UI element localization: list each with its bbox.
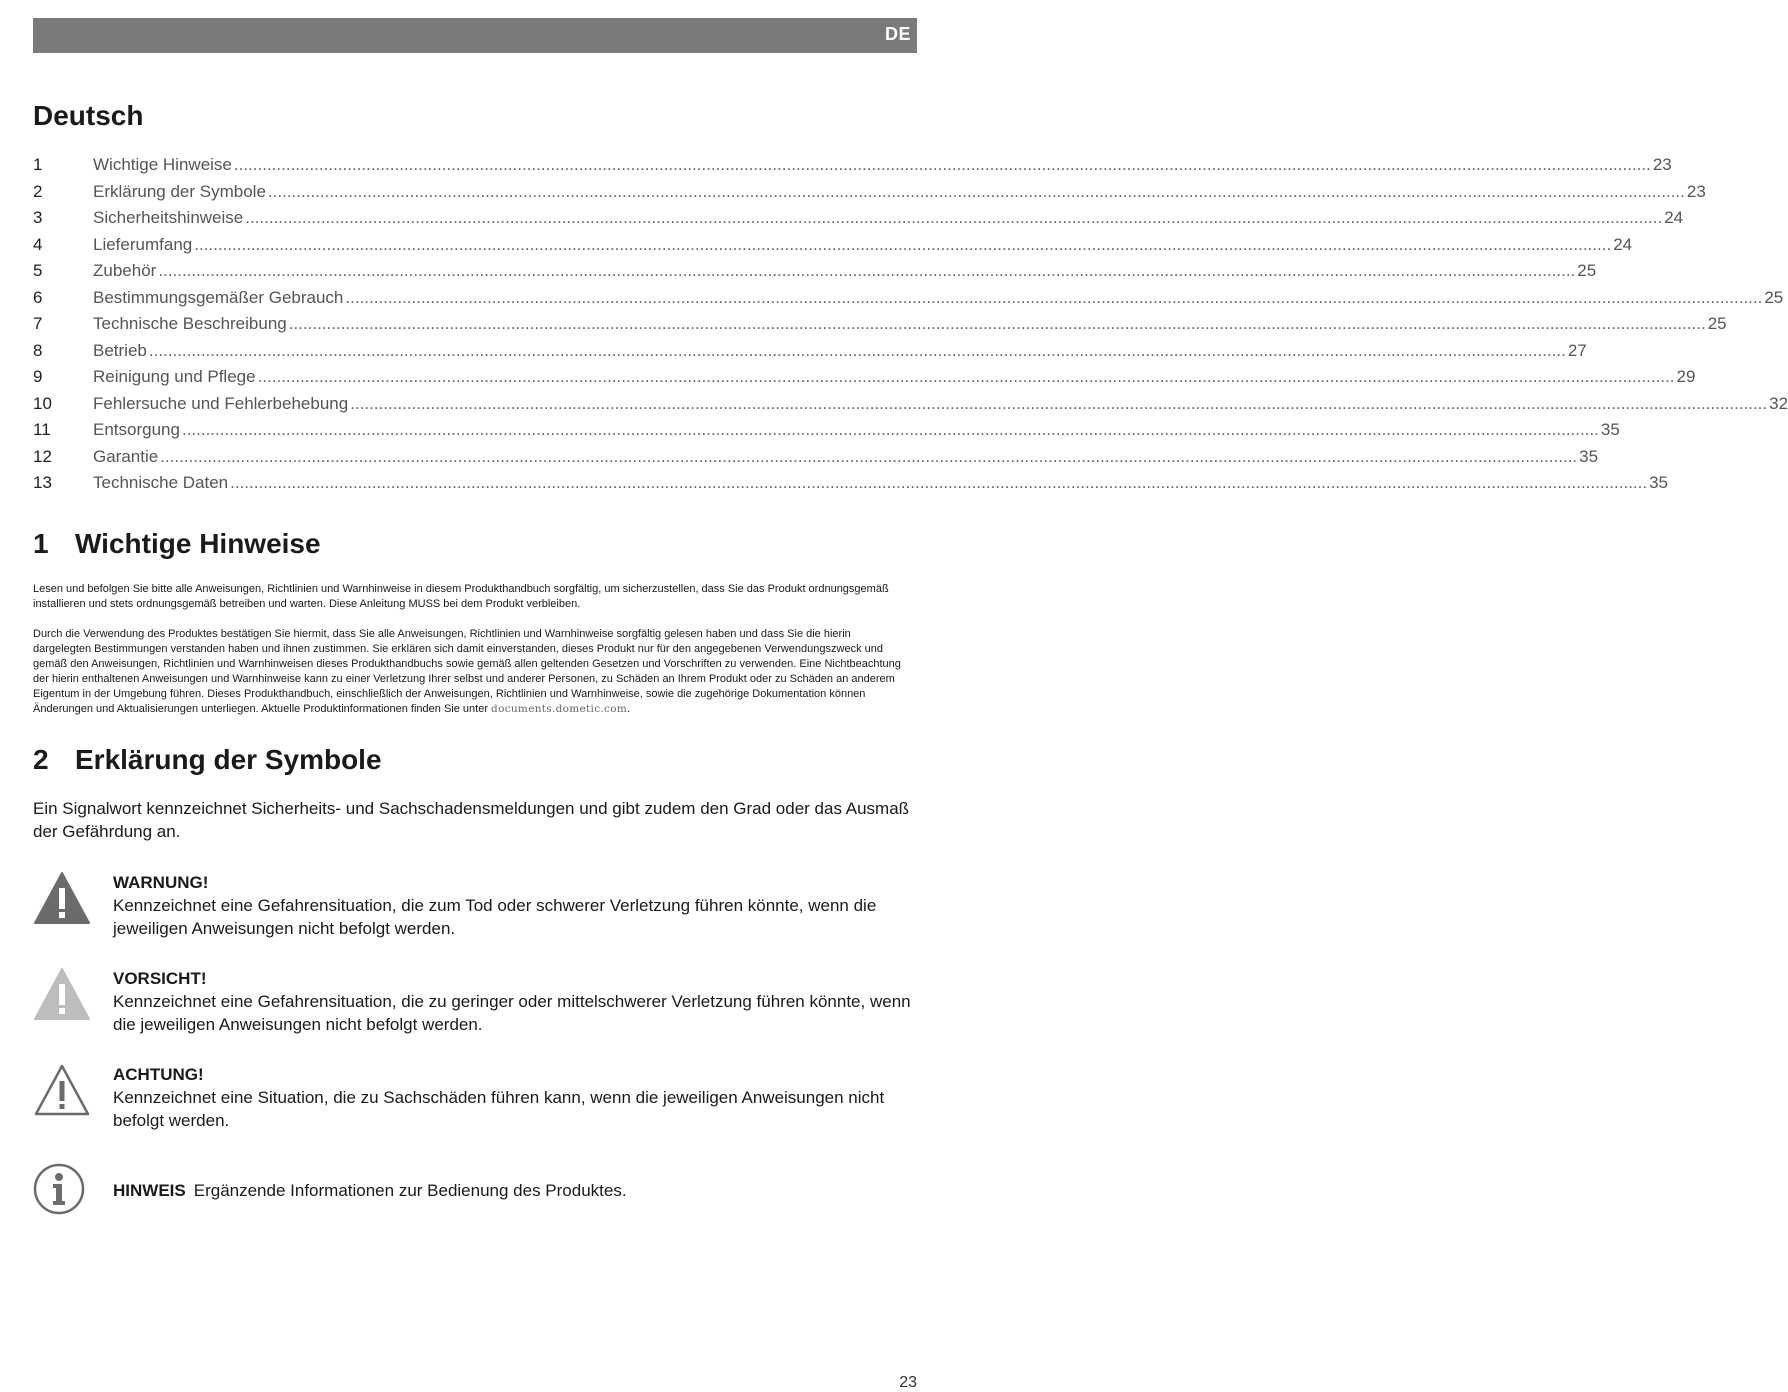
signal-word-intro: Ein Signalwort kennzeichnet Sicherheits- und Sachschadensmeldungen und gibt zudem den Grad oder das Ausmaß der Gefährdung an. [33, 799, 910, 841]
toc-entry[interactable] [33, 208, 1684, 235]
toc-entry-number: 12 [33, 446, 52, 466]
documents-link[interactable]: documents.dometic.com [491, 703, 628, 715]
warning-description: Kennzeichnet eine Gefahrensituation, die zum Tod oder schwerer Verletzung führen könnte, wenn die jeweiligen Anweisungen nicht befolgt werden. [113, 896, 877, 938]
caution-triangle-icon [33, 967, 91, 1021]
toc-leader-dots: ............................................................................................................................................................................................................................................................................................................ [350, 393, 1768, 413]
toc-entry[interactable] [33, 314, 1727, 341]
toc-leader-dots: ............................................................................................................................................................................................................................................................................................................ [230, 473, 1648, 492]
toc-entry-number: 6 [33, 287, 43, 307]
toc-entry-page: 25 [1707, 314, 1727, 333]
toc-entry-page: 24 [1613, 234, 1633, 254]
toc-entry[interactable] [33, 367, 1696, 394]
toc-entry-page: 29 [1676, 367, 1696, 386]
warning-signal-word: WARNUNG! [113, 873, 209, 892]
language-title: Deutsch [33, 100, 144, 131]
toc-entry[interactable] [33, 261, 1597, 288]
toc-entry-title: Zubehör [93, 261, 157, 280]
toc-entry-page: 25 [1764, 287, 1784, 307]
toc-entry-title: Erklärung der Symbole [93, 181, 266, 201]
notice-signal-word: ACHTUNG! [113, 1065, 204, 1084]
toc-entry-page: 35 [1649, 473, 1669, 492]
info-icon [33, 1163, 91, 1217]
link-suffix: . [627, 703, 631, 715]
toc-leader-dots: ............................................................................................................................................................................................................................................................................................................ [245, 208, 1663, 227]
toc-entry[interactable] [33, 473, 1669, 500]
toc-entry-title: Sicherheitshinweise [93, 208, 244, 227]
toc-entry[interactable] [33, 393, 1788, 421]
toc-entry-page: 24 [1664, 208, 1684, 227]
toc-leader-dots: ............................................................................................................................................................................................................................................................................................................ [148, 340, 1566, 360]
toc-entry-number: 7 [33, 314, 43, 333]
toc-entry[interactable] [33, 287, 1784, 315]
toc-leader-dots: ............................................................................................................................................................................................................................................................................................................ [160, 446, 1578, 466]
toc-entry-title: Entsorgung [93, 420, 180, 439]
table-of-contents [33, 155, 1788, 500]
toc-entry-title: Lieferumfang [93, 234, 193, 254]
toc-entry-number: 9 [33, 367, 43, 386]
section-title: Erklärung der Symbole [75, 744, 382, 775]
toc-entry-number: 13 [33, 473, 52, 492]
toc-entry-number: 5 [33, 261, 43, 280]
notice-block [33, 1063, 918, 1132]
toc-entry-title: Betrieb [93, 340, 147, 360]
header-bar [33, 18, 917, 53]
hint-block [33, 1163, 918, 1217]
section-title: Wichtige Hinweise [75, 528, 321, 559]
caution-block [33, 967, 918, 1036]
toc-leader-dots: ............................................................................................................................................................................................................................................................................................................ [257, 367, 1675, 386]
toc-entry-page: 25 [1577, 261, 1597, 280]
toc-entry-title: Bestimmungsgemäßer Gebrauch [93, 287, 344, 307]
toc-entry-number: 10 [33, 393, 52, 413]
section-1-heading [33, 528, 321, 560]
toc-leader-dots: ............................................................................................................................................................................................................................................................................................................ [181, 420, 1599, 439]
toc-leader-dots: ............................................................................................................................................................................................................................................................................................................ [158, 261, 1576, 280]
toc-entry-page: 23 [1652, 155, 1672, 174]
toc-entry-title: Fehlersuche und Fehlerbehebung [93, 393, 349, 413]
toc-entry-number: 2 [33, 181, 43, 201]
notice-triangle-icon [33, 1063, 91, 1117]
toc-entry-title: Technische Daten [93, 473, 229, 492]
paragraph-terms-text: Durch die Verwendung des Produktes bestätigen Sie hiermit, dass Sie alle Anweisungen, Richtlinien und Warnhinweise sorgfältig gelesen haben und dass Sie die hierin dargelegten Bestimmungen verstanden haben und ihnen zustimmen. Sie erklären sich damit einverstanden, dieses Produkt nur für den angegebenen Verwendungszweck und gemäß den Anweisungen, Richtlinien und Warnhinweisen dieses Produkthandbuchs sowie gemäß allen geltenden Gesetzen und Vorschriften zu verwenden. Eine Nichtbeachtung der hierin enthaltenen Anweisungen und Warnhinweise kann zu einer Verletzung Ihrer selbst und anderer Personen, zu Schäden an Ihrem Produkt oder zu Schäden an anderem Eigentum in der Umgebung führen. Dieses Produkthandbuch, einschließlich der Anweisungen, Richtlinien und Warnhinweise, sowie die zugehörige Dokumentation können Änderungen und Aktualisierungen unterliegen. Aktuelle Produktinformationen finden Sie unter [33, 628, 901, 715]
caution-description: Kennzeichnet eine Gefahrensituation, die zu geringer oder mittelschwerer Verletzung führen könnte, wenn die jeweiligen Anweisungen nicht befolgt werden. [113, 992, 911, 1034]
toc-entry-title: Reinigung und Pflege [93, 367, 256, 386]
toc-entry-page: 32 [1769, 393, 1788, 413]
caution-signal-word: VORSICHT! [113, 969, 207, 988]
toc-entry[interactable] [33, 340, 1587, 368]
warning-block [33, 871, 918, 940]
toc-entry-number: 8 [33, 340, 43, 360]
toc-entry-page: 23 [1686, 181, 1706, 201]
toc-entry-number: 4 [33, 234, 43, 254]
toc-entry-number: 3 [33, 208, 43, 227]
language-code: DE [884, 24, 911, 44]
toc-leader-dots: ............................................................................................................................................................................................................................................................................................................ [345, 287, 1763, 307]
toc-entry-page: 35 [1600, 420, 1620, 439]
hint-description: Ergänzende Informationen zur Bedienung des Produktes. [193, 1180, 627, 1200]
section-number: 1 [33, 528, 49, 559]
toc-entry[interactable] [33, 446, 1599, 474]
toc-entry-title: Garantie [93, 446, 159, 466]
toc-entry-title: Technische Beschreibung [93, 314, 287, 333]
toc-entry-number: 1 [33, 155, 43, 174]
toc-entry[interactable] [33, 155, 1672, 182]
section-number: 2 [33, 744, 49, 775]
paragraph-intro: Lesen und befolgen Sie bitte alle Anweisungen, Richtlinien und Warnhinweise in diesem Produkthandbuch sorgfältig, um sicherzustellen, dass Sie das Produkt ordnungsgemäß installieren und stets ordnungsgemäß betreiben und warten. Diese Anleitung MUSS bei dem Produkt verbleiben. [33, 583, 889, 610]
toc-entry[interactable] [33, 420, 1620, 447]
paragraph-terms [33, 627, 903, 717]
notice-description: Kennzeichnet eine Situation, die zu Sachschäden führen kann, wenn die jeweiligen Anweisungen nicht befolgt werden. [113, 1088, 885, 1130]
page-number: 23 [899, 1374, 917, 1391]
toc-entry-page: 35 [1579, 446, 1599, 466]
hint-signal-word: HINWEIS [113, 1180, 186, 1200]
toc-leader-dots: ............................................................................................................................................................................................................................................................................................................ [194, 234, 1612, 254]
toc-leader-dots: ............................................................................................................................................................................................................................................................................................................ [233, 155, 1651, 174]
toc-entry-page: 27 [1567, 340, 1587, 360]
toc-entry[interactable] [33, 181, 1706, 209]
toc-entry[interactable] [33, 234, 1633, 262]
section-2-heading [33, 744, 382, 776]
toc-entry-number: 11 [33, 420, 51, 439]
toc-leader-dots: ............................................................................................................................................................................................................................................................................................................ [288, 314, 1706, 333]
toc-leader-dots: ............................................................................................................................................................................................................................................................................................................ [267, 181, 1685, 201]
warning-triangle-icon [33, 871, 91, 925]
toc-entry-title: Wichtige Hinweise [93, 155, 232, 174]
